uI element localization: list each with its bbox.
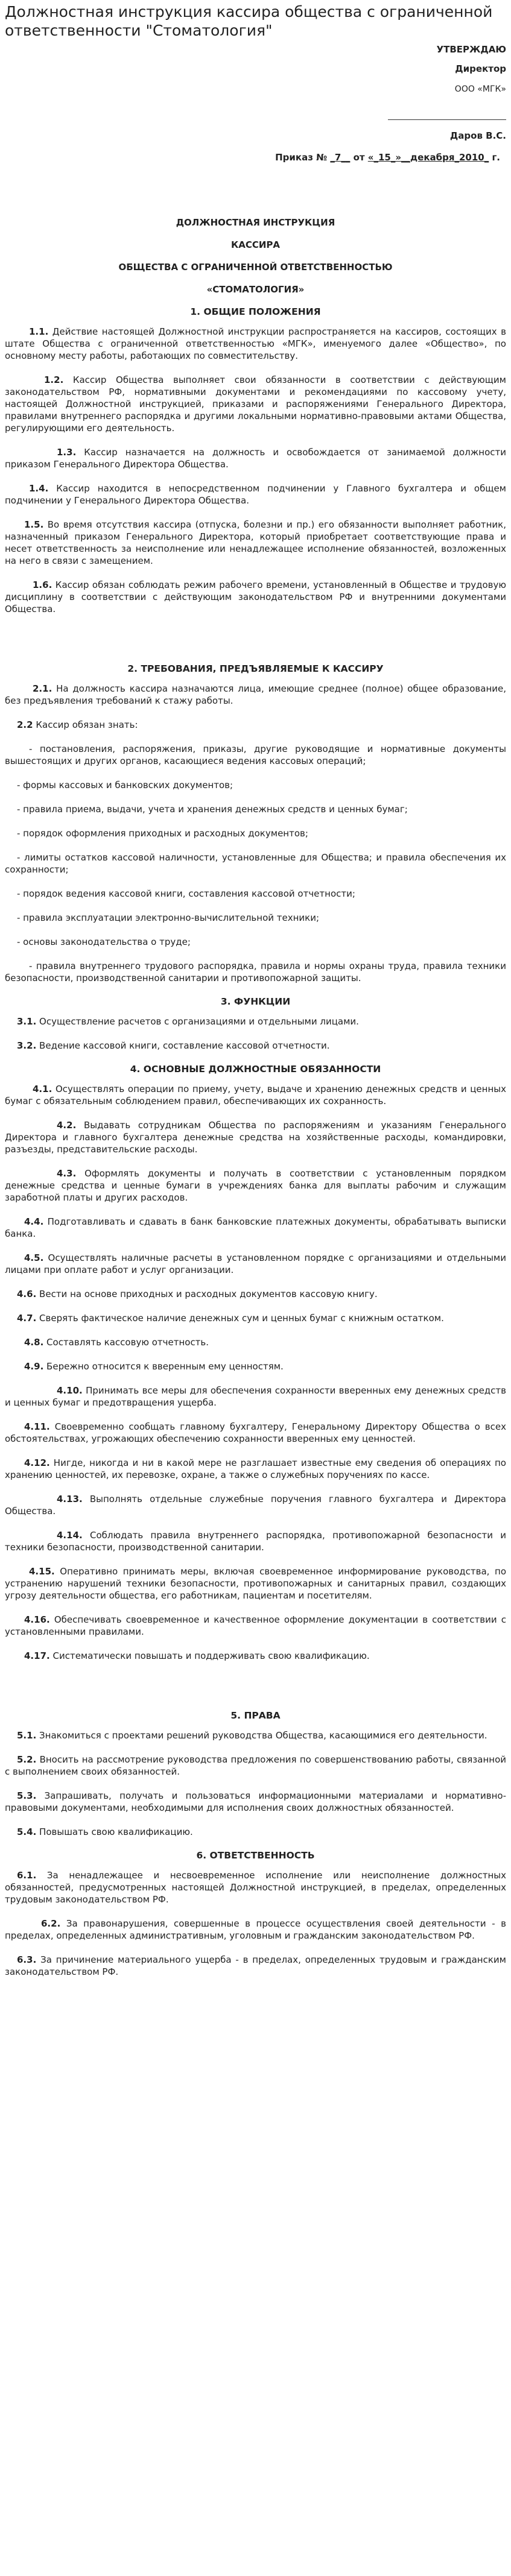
paragraph-text: Запрашивать, получать и пользоваться информационными материалами и нормативно-правовыми документами, необходимыми для исполнения своих должностных обязанностей. (5, 1790, 506, 1813)
document-title: Должностная инструкция кассира общества с ограниченной ответственности "Стоматология" (5, 3, 493, 39)
paragraph (5, 851, 506, 876)
paragraph (5, 1869, 506, 1905)
paragraph (5, 1457, 506, 1481)
paragraph (5, 683, 506, 707)
paragraph (5, 1288, 506, 1300)
paragraph-text: Кассир находится в непосредственном подчинении у Главного бухгалтера и общем подчинении у Генерального Директора Общества. (5, 483, 506, 506)
paragraph-text: - постановления, распоряжения, приказы, другие руководящие и нормативные документы вышестоящих и других органов, касающиеся ведения кассовых операций; (5, 743, 506, 766)
paragraph-text: Во время отсутствия кассира (отпуска, болезни и пр.) его обязанности выполняет работник, назначенный приказом Генерального Директора, который приобретает соответствующие права и несет ответственность за неисполнение или ненадлежащее исполнение обязанностей, возложенных на него в связи с замещением. (5, 519, 506, 566)
header-line-1: ДОЛЖНОСТНАЯ ИНСТРУКЦИЯ (176, 217, 335, 228)
paragraph (5, 326, 506, 362)
paragraph-number: 4.8. (24, 1337, 44, 1348)
paragraph (5, 519, 506, 567)
paragraph-text: На должность кассира назначаются лица, имеющие среднее (полное) общее образование, без предъявления требований к стажу работы. (5, 683, 506, 706)
paragraph (5, 1493, 506, 1517)
paragraph-number: 6.1. (17, 1870, 37, 1881)
paragraph-text: Бережно относится к вверенным ему ценностям. (43, 1361, 284, 1372)
paragraph-text: Действие настоящей Должностной инструкции распространяется на кассиров, состоящих в штате Общества с ограниченной ответственностью «МГК», именуемого далее «Общество», по основному месту работы, работающих по совместительству. (5, 326, 506, 361)
paragraph-number: 4.2. (57, 1120, 77, 1131)
paragraph-text: Выдавать сотрудникам Общества по распоряжениям и указаниям Генерального Директора и главного бухгалтера денежные средства на хозяйственные расходы, командировки, разъезды, представительские расходы. (5, 1120, 506, 1155)
signer-name: Даров В.С. (449, 130, 506, 141)
paragraph (5, 1384, 506, 1409)
paragraph (5, 779, 506, 791)
paragraph-number: 5.3. (17, 1790, 37, 1801)
paragraph-number: 4.10. (57, 1385, 83, 1396)
paragraph-text: Повышать свою квалификацию. (36, 1826, 193, 1837)
paragraph-text: Нигде, никогда и ни в какой мере не разглашает известные ему сведения об операциях по хранению ценностей, их перевозке, охране, а также о служебных поручениях по кассе. (5, 1457, 506, 1480)
section-gap (5, 1674, 506, 1699)
paragraph-text: - порядок ведения кассовой книги, составления кассовой отчетности; (17, 888, 355, 899)
paragraph-text: За ненадлежащее и несвоевременное исполнение или неисполнение должностных обязанностей, предусмотренных настоящей Должностной инструкцией, в пределах, определенных трудовым законодательством РФ. (5, 1870, 506, 1905)
paragraph (5, 1312, 506, 1324)
header-line-4: «СТОМАТОЛОГИЯ» (206, 284, 305, 295)
paragraph (5, 1252, 506, 1276)
paragraph-text: Осуществлять наличные расчеты в установленном порядке с организациями и отдельными лицами при оплате работ и услуг организации. (5, 1252, 506, 1275)
paragraph-text: Принимать все меры для обеспечения сохранности вверенных ему денежных средств и ценных бумаг и предотвращения ущерба. (5, 1385, 506, 1408)
order-prefix: Приказ № (275, 152, 331, 163)
section-heading: 4. ОСНОВНЫЕ ДОЛЖНОСТНЫЕ ОБЯЗАННОСТИ (130, 1064, 381, 1075)
paragraph (5, 1954, 506, 1978)
paragraph (5, 888, 506, 900)
order-line (5, 151, 500, 163)
paragraph-number: 4.7. (17, 1313, 37, 1324)
section-heading: 3. ФУНКЦИИ (220, 996, 291, 1007)
section-heading: 2. ТРЕБОВАНИЯ, ПРЕДЪЯВЛЯЕМЫЕ К КАССИРУ (127, 663, 384, 674)
signature-line (388, 95, 506, 120)
paragraph (5, 912, 506, 924)
paragraph-text: Кассир назначается на должность и освобождается от занимаемой должности приказом Генерального Директора Общества. (5, 447, 506, 470)
approver-position: Директор (455, 63, 506, 74)
paragraph-text: Кассир обязан соблюдать режим рабочего времени, установленный в Обществе и трудовую дисциплину в соответствии с действующим законодательством РФ и внутренними документами Общества. (5, 579, 506, 614)
paragraph-text: - лимиты остатков кассовой наличности, установленные для Общества; и правила обеспечения их сохранности; (5, 852, 506, 875)
paragraph-text: Осуществление расчетов с организациями и отдельными лицами. (36, 1016, 359, 1027)
paragraph (5, 743, 506, 767)
header-line-2: КАССИРА (230, 239, 281, 250)
section-heading: 5. ПРАВА (230, 1710, 281, 1721)
paragraph-number: 3.1. (17, 1016, 37, 1027)
paragraph (5, 827, 506, 839)
paragraph-text: Кассир Общества выполняет свои обязанности в соответствии с действующим законодательством РФ, нормативными документами и рекомендациями по кассовому учету, настоящей Должностной инструкцией, приказами и распоряжениями Генерального Директора, правилами внутреннего распорядка и другими локальными нормативно-правовыми актами Общества, регулирующими его деятельность. (5, 374, 506, 434)
paragraph-text: - правила приема, выдачи, учета и хранения денежных средств и ценных бумаг; (17, 804, 408, 815)
paragraph-number: 4.1. (33, 1084, 52, 1094)
paragraph-number: 1.2. (44, 374, 64, 385)
paragraph-number: 4.12. (24, 1457, 50, 1468)
document-body (5, 306, 506, 1978)
paragraph (5, 1729, 506, 1741)
paragraph-text: Соблюдать правила внутреннего распорядка, противопожарной безопасности и техники безопасности, производственной санитарии. (5, 1530, 506, 1553)
paragraph-number: 4.9. (24, 1361, 44, 1372)
paragraph (5, 719, 506, 731)
paragraph-number: 4.17. (24, 1650, 50, 1661)
paragraph (5, 482, 506, 507)
paragraph-number: 5.2. (17, 1754, 37, 1765)
paragraph (5, 1650, 506, 1662)
paragraph (5, 1614, 506, 1638)
paragraph (5, 1015, 506, 1028)
paragraph-text: Подготавливать и сдавать в банк банковские платежных документы, обрабатывать выписки банка. (5, 1216, 506, 1239)
paragraph (5, 1565, 506, 1602)
paragraph (5, 1790, 506, 1814)
order-suffix: г. (489, 152, 500, 163)
paragraph-text: Осуществлять операции по приему, учету, выдаче и хранению денежных средств и ценных бумаг с обязательным соблюдением правил, обеспечивающих их сохранность. (5, 1084, 506, 1106)
paragraph-number: 4.14. (57, 1530, 83, 1541)
approval-block (5, 43, 506, 163)
paragraph-number: 4.15. (29, 1566, 55, 1577)
header-line-3: ОБЩЕСТВА С ОГРАНИЧЕННОЙ ОТВЕТСТВЕННОСТЬЮ (118, 262, 393, 273)
paragraph (5, 1754, 506, 1778)
paragraph-number: 4.11. (24, 1421, 50, 1432)
paragraph-number: 4.16. (24, 1614, 50, 1625)
paragraph-text: Составлять кассовую отчетность. (43, 1337, 209, 1348)
paragraph (5, 803, 506, 815)
paragraph-text: Систематически повышать и поддерживать свою квалификацию. (49, 1650, 370, 1661)
paragraph (5, 1360, 506, 1372)
paragraph-text: Вести на основе приходных и расходных документов кассовую книгу. (36, 1289, 378, 1299)
paragraph-number: 3.2. (17, 1040, 37, 1051)
paragraph-text: Обеспечивать своевременное и качественное оформление документации в соответствии с установленными правилами. (5, 1614, 506, 1637)
paragraph-number: 6.2. (41, 1918, 61, 1929)
paragraph-text: - правила внутреннего трудового распорядка, правила и нормы охраны труда, правила техники безопасности, производственной санитарии и противопожарной защиты. (5, 961, 506, 983)
paragraph-text: - порядок оформления приходных и расходных документов; (17, 828, 308, 839)
paragraph (5, 579, 506, 615)
paragraph-text: Знакомиться с проектами решений руководства Общества, касающимися его деятельности. (36, 1730, 487, 1741)
paragraph-number: 2.2 (17, 719, 33, 730)
paragraph-text: Своевременно сообщать главному бухгалтеру, Генеральному Директору Общества о всех обстоятельствах, угрожающих обеспечению сохранности вверенных ему ценностей. (5, 1421, 506, 1444)
paragraph (5, 1083, 506, 1107)
paragraph-text: Кассир обязан знать: (33, 719, 138, 730)
order-date: «_15_»__декабря_2010_ (367, 152, 489, 163)
document-header (5, 216, 506, 295)
paragraph-text: Ведение кассовой книги, составление кассовой отчетности. (36, 1040, 330, 1051)
paragraph (5, 960, 506, 984)
paragraph-text: - правила эксплуатации электронно-вычислительной техники; (17, 912, 320, 923)
paragraph-number: 1.3. (57, 447, 77, 458)
paragraph (5, 1167, 506, 1204)
paragraph (5, 1119, 506, 1155)
paragraph (5, 1421, 506, 1445)
paragraph (5, 1216, 506, 1240)
paragraph-number: 1.1. (29, 326, 49, 337)
paragraph-number: 4.13. (57, 1494, 83, 1504)
company-name: ООО «МГК» (454, 84, 506, 94)
paragraph-text: Оформлять документы и получать в соответствии с установленным порядком денежные средства и ценные бумаги в учреждениях банка для выплаты рабочим и служащим заработной платы и других расходов. (5, 1168, 506, 1203)
paragraph-number: 1.4. (29, 483, 49, 494)
paragraph (5, 1040, 506, 1052)
paragraph-text: - формы кассовых и банковских документов; (17, 780, 233, 791)
paragraph-number: 4.5. (24, 1252, 44, 1263)
paragraph-text: Сверять фактическое наличие денежных сум и ценных бумаг с книжным остатком. (36, 1313, 444, 1324)
paragraph-number: 5.1. (17, 1730, 37, 1741)
paragraph (5, 446, 506, 470)
paragraph-text: Оперативно принимать меры, включая своевременное информирование руководства, по устранению нарушений техники безопасности, противопожарных и санитарных правил, создающих угрозу деятельности общества, его работникам, пациентам и посетителям. (5, 1566, 506, 1601)
paragraph-text: - основы законодательства о труде; (17, 936, 191, 947)
paragraph-number: 4.6. (17, 1289, 37, 1299)
section-gap (5, 627, 506, 652)
paragraph-text: За правонарушения, совершенные в процессе осуществления своей деятельности - в пределах, определенных административным, уголовным и гражданским законодательством РФ. (5, 1918, 506, 1941)
order-number: _7__ (330, 152, 351, 163)
paragraph-text: Выполнять отдельные служебные поручения главного бухгалтера и Директора Общества. (5, 1494, 506, 1517)
paragraph (5, 936, 506, 948)
section-heading: 1. ОБЩИЕ ПОЛОЖЕНИЯ (190, 306, 321, 317)
approve-label: УТВЕРЖДАЮ (436, 44, 506, 55)
paragraph-number: 1.6. (33, 579, 52, 590)
paragraph (5, 1529, 506, 1553)
paragraph-text: Вносить на рассмотрение руководства предложения по совершенствованию работы, связанной с выполнением своих обязанностей. (5, 1754, 506, 1777)
paragraph-number: 6.3. (17, 1954, 37, 1965)
paragraph (5, 1918, 506, 1942)
paragraph (5, 1826, 506, 1838)
paragraph-number: 4.3. (57, 1168, 77, 1179)
order-from: от (350, 152, 368, 163)
paragraph (5, 1336, 506, 1348)
paragraph-number: 5.4. (17, 1826, 37, 1837)
paragraph-text: За причинение материального ущерба - в пределах, определенных трудовым и гражданским законодательством РФ. (5, 1954, 506, 1977)
paragraph-number: 4.4. (24, 1216, 44, 1227)
paragraph-number: 2.1. (33, 683, 52, 694)
section-heading: 6. ОТВЕТСТВЕННОСТЬ (196, 1850, 315, 1861)
paragraph-number: 1.5. (24, 519, 44, 530)
paragraph (5, 374, 506, 434)
